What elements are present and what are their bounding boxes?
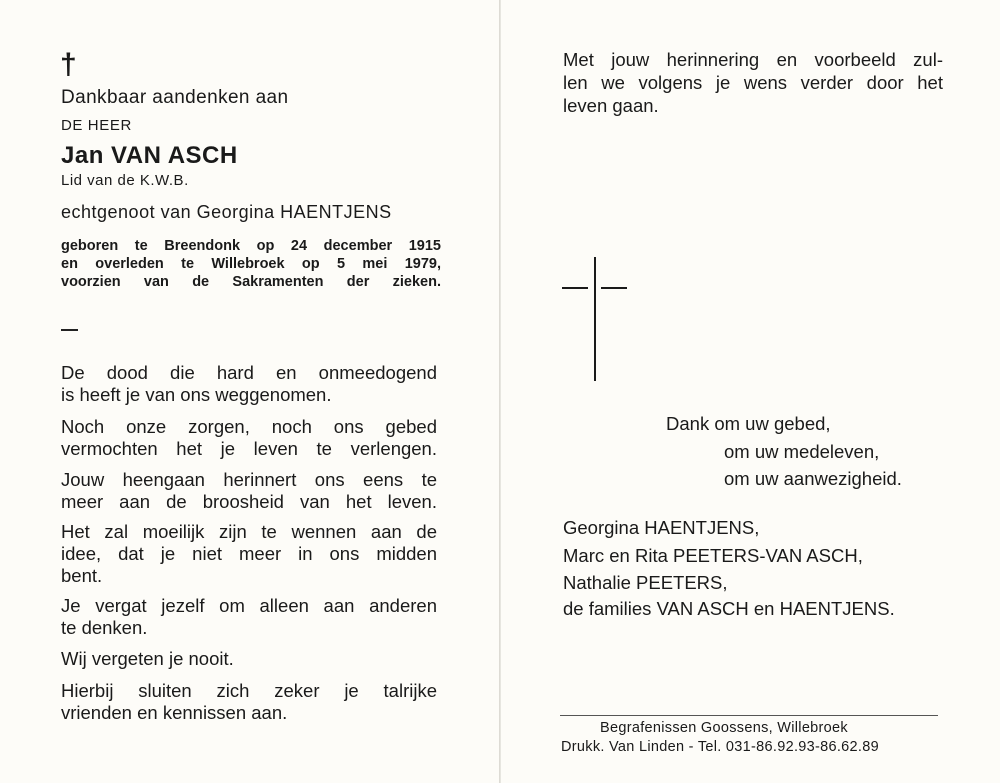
intro-text: Dankbaar aandenken aan	[61, 87, 289, 108]
family-line: Georgina HAENTJENS,	[563, 517, 760, 538]
thanks-line: om uw medeleven,	[724, 441, 880, 462]
poem-line: Hierbij sluiten zich zeker je talrijke	[61, 680, 437, 701]
poem-line: Het zal moeilijk zijn te wennen aan de	[61, 521, 437, 542]
spouse-line: echtgenoot van Georgina HAENTJENS	[61, 202, 392, 222]
cross-right-arm	[601, 287, 627, 289]
memory-line: Met jouw herinnering en voorbeeld zul-	[563, 49, 943, 70]
honorific: DE HEER	[61, 117, 132, 134]
poem-stanza	[61, 595, 437, 639]
poem-line: bent.	[61, 565, 103, 586]
poem-stanza	[61, 648, 437, 670]
memory-paragraph	[563, 48, 943, 117]
thanks-line: Dank om uw gebed,	[666, 413, 831, 434]
poem-line: te denken.	[61, 617, 148, 638]
footer-rule	[560, 715, 938, 716]
divider-dash	[61, 329, 78, 331]
poem-line: Wij vergeten je nooit.	[61, 648, 234, 669]
bio-line: en overleden te Willebroek op 5 mei 1979,	[61, 256, 441, 272]
memory-line: len we volgens je wens verder door het	[563, 72, 943, 93]
memory-line: leven gaan.	[563, 95, 659, 116]
poem-line: meer aan de broosheid van het leven.	[61, 491, 437, 512]
poem-line: De dood die hard en onmeedogend	[61, 362, 437, 383]
undertaker-line: Begrafenissen Goossens, Willebroek	[600, 720, 848, 736]
poem-stanza	[61, 680, 437, 724]
poem-line: Noch onze zorgen, noch ons gebed	[61, 416, 437, 437]
bio-block	[61, 237, 441, 291]
poem-stanza	[61, 416, 437, 460]
membership-line: Lid van de K.W.B.	[61, 172, 189, 189]
family-line: Nathalie PEETERS,	[563, 572, 728, 593]
cross-vertical-bar	[594, 257, 596, 381]
poem-stanza	[61, 469, 437, 513]
poem-line: Je vergat jezelf om alleen aan anderen	[61, 595, 437, 616]
bio-line: geboren te Breendonk op 24 december 1915	[61, 238, 441, 254]
cross-left-arm	[562, 287, 588, 289]
poem-line: idee, dat je niet meer in ons midden	[61, 543, 437, 564]
bio-line: voorzien van de Sakramenten der zieken.	[61, 274, 441, 290]
deceased-name: Jan VAN ASCH	[61, 142, 238, 169]
thanks-line: om uw aanwezigheid.	[724, 468, 902, 489]
family-line: de families VAN ASCH en HAENTJENS.	[563, 598, 895, 619]
poem-stanza	[61, 362, 437, 406]
poem-line: is heeft je van ons weggenomen.	[61, 384, 332, 405]
card-fold	[499, 0, 501, 783]
poem-line: vermochten het je leven te verlengen.	[61, 438, 437, 459]
poem-line: Jouw heengaan herinnert ons eens te	[61, 469, 437, 490]
poem-stanza	[61, 521, 437, 587]
family-line: Marc en Rita PEETERS-VAN ASCH,	[563, 545, 863, 566]
poem-line: vrienden en kennissen aan.	[61, 702, 288, 723]
cross-icon: †	[60, 48, 77, 81]
printer-line: Drukk. Van Linden - Tel. 031-86.92.93-86.62.89	[561, 739, 879, 755]
